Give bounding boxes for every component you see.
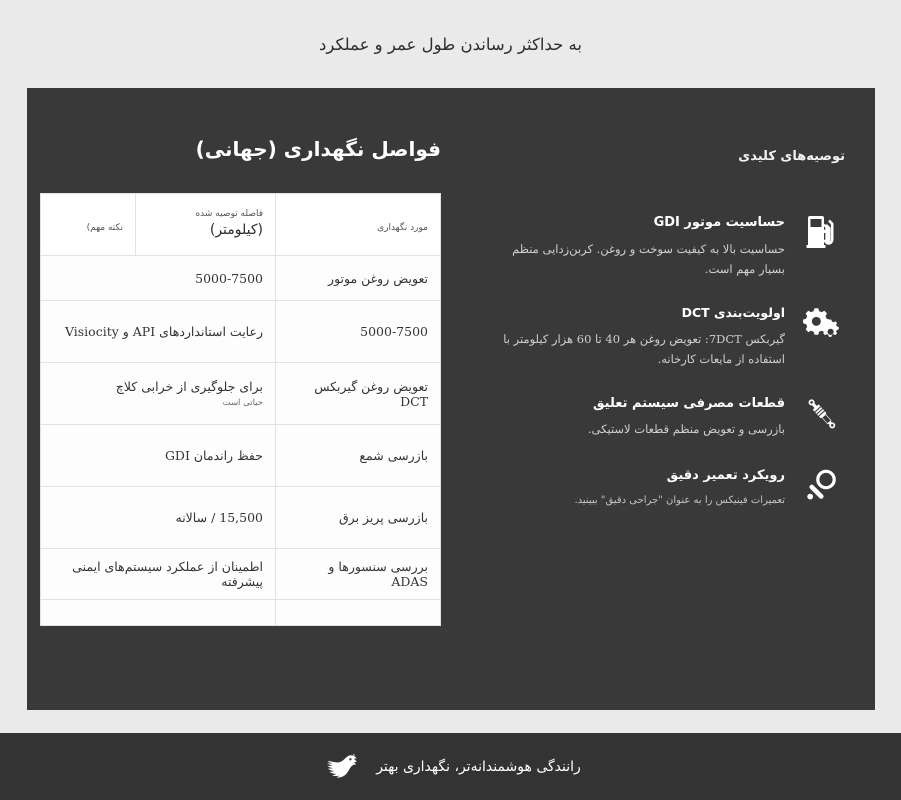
- table-row: [41, 549, 441, 600]
- tip-title: رویکرد تعمیر دقیق: [666, 467, 785, 483]
- cell-interval: 15,500 / سالانه: [41, 487, 276, 549]
- tip-title: اولویت‌بندی DCT: [681, 304, 785, 320]
- tip-body: [493, 214, 785, 279]
- table-row: [41, 256, 441, 301]
- table-row: [41, 301, 441, 363]
- shock-absorber-icon: [799, 395, 845, 441]
- maintenance-intervals-table: [40, 193, 441, 626]
- fuel-pump-icon: [799, 214, 845, 260]
- cell-item: بازرسی شمع: [276, 425, 441, 487]
- cell-empty: [41, 600, 276, 626]
- maintenance-table-section: [27, 88, 467, 710]
- table-section-heading: فواصل نگهداری (جهانی): [195, 137, 441, 161]
- cell-interval: [41, 363, 276, 425]
- phoenix-bird-logo-icon: [320, 748, 362, 786]
- tip-description: تعمیرات فینیکس را به عنوان "جراحی دقیق" ببینید.: [574, 495, 785, 507]
- cell-item: بررسی سنسورها و ADAS: [276, 549, 441, 600]
- cell-interval: اطمینان از عملکرد سیستم‌های ایمنی پیشرفته: [41, 549, 276, 600]
- main-content-panel: [27, 88, 875, 710]
- footer-tagline: رانندگی هوشمندانه‌تر، نگهداری بهتر: [376, 758, 581, 775]
- tip-item-gdi-engine: [493, 214, 845, 279]
- tip-item-precise-repair: [493, 467, 845, 513]
- cell-item: 5000-7500: [276, 301, 441, 363]
- tip-description: گیربکس 7DCT: تعویض روغن هر 40 تا 60 هزار کیلومتر با استفاده از مایعات کارخانه.: [503, 331, 785, 366]
- column-header-interval-top: فاصله توصیه شده: [195, 209, 263, 220]
- tip-description: حساسیت بالا به کیفیت سوخت و روغن. کربن‌زدایی منظم بسیار مهم است.: [512, 241, 785, 276]
- tip-description: بازرسی و تعویض منظم قطعات لاستیکی.: [587, 422, 785, 437]
- tip-title: قطعات مصرفی سیستم تعلیق: [592, 395, 785, 411]
- column-header-item: [276, 194, 441, 256]
- magnifier-icon: [799, 467, 845, 513]
- column-header-item-label: مورد نگهداری: [377, 223, 428, 233]
- cell-interval: رعایت استانداردهای API و Visiocity: [41, 301, 276, 363]
- table-header-row: [41, 194, 441, 256]
- table-row-empty: [41, 600, 441, 626]
- table-row: [41, 425, 441, 487]
- tip-body: [493, 305, 785, 369]
- tips-section-heading: توصیه‌های کلیدی: [738, 149, 845, 164]
- cell-item: تعویض روغن گیربکس DCT: [276, 363, 441, 425]
- footer-bar: [0, 733, 901, 800]
- page-title: به حداکثر رساندن طول عمر و عملکرد: [319, 34, 582, 54]
- table-row: [41, 363, 441, 425]
- table-row: [41, 487, 441, 549]
- tips-list: [493, 214, 845, 513]
- cell-interval: حفظ راندمان GDI: [41, 425, 276, 487]
- column-header-note: [41, 194, 136, 256]
- cell-item: تعویض روغن موتور: [276, 256, 441, 301]
- cell-empty: [276, 600, 441, 626]
- column-header-note-label: نکته مهم): [86, 223, 123, 233]
- tip-body: [493, 467, 785, 511]
- key-tips-section: [467, 88, 875, 710]
- column-header-interval-bottom: (کیلومتر): [209, 222, 263, 238]
- tip-title: حساسیت موتور GDI: [653, 215, 785, 230]
- gears-icon: [799, 305, 845, 351]
- tip-item-dct-priority: [493, 305, 845, 369]
- cell-interval-main: برای جلوگیری از خرابی کلاچ: [115, 379, 263, 394]
- cell-interval: 5000-7500: [41, 256, 276, 301]
- cell-item: بازرسی پریز برق: [276, 487, 441, 549]
- tip-body: [493, 395, 785, 440]
- cell-interval-sub: حیاتی است: [222, 398, 263, 408]
- column-header-interval: [136, 194, 276, 256]
- tip-item-suspension-parts: [493, 395, 845, 441]
